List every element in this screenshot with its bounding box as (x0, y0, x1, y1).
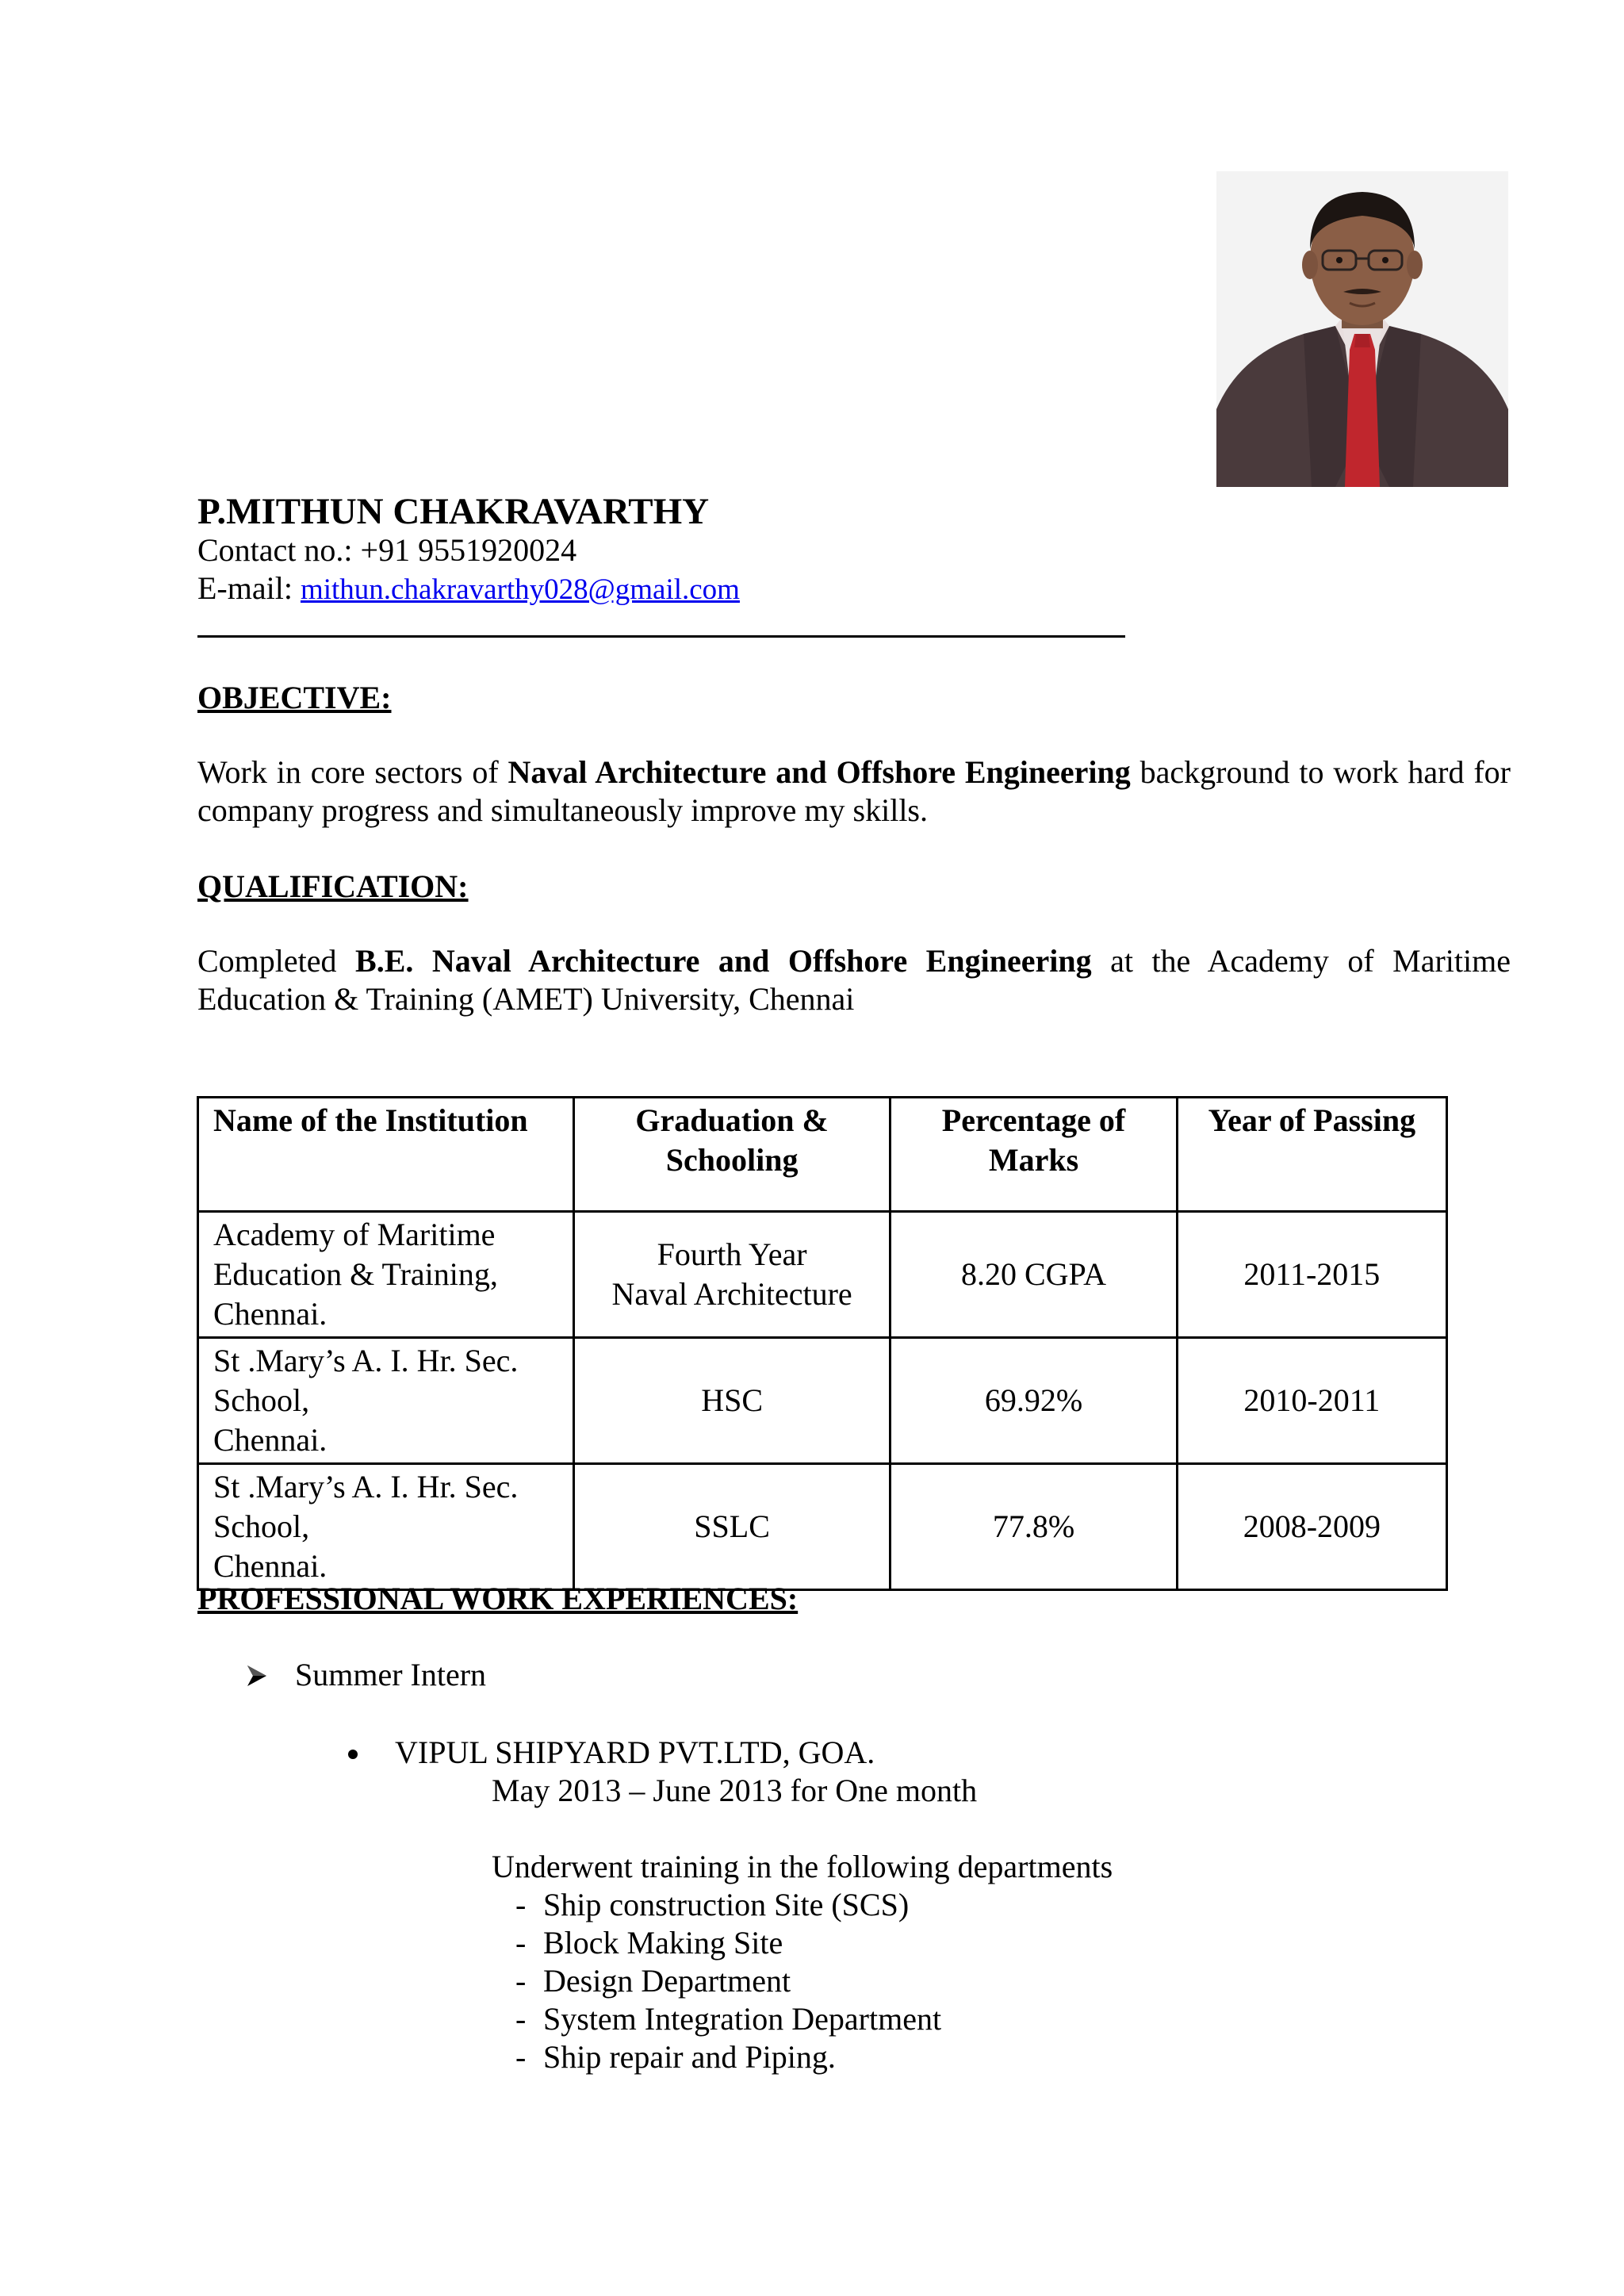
objective-heading: OBJECTIVE: (197, 680, 392, 715)
list-item: - Design Department (515, 1963, 791, 1999)
graduation-line: Fourth Year (657, 1236, 807, 1272)
objective-text-start: Work in core sectors of (197, 754, 508, 790)
qualification-text-end: at the Academy of Maritime Education & Training (AMET) University, Chennai (197, 943, 1511, 1017)
table-row (198, 1464, 1447, 1590)
company-bullet-item (347, 1734, 875, 1772)
round-bullet-icon (347, 1734, 395, 1772)
header-divider (197, 635, 1125, 638)
header-institution: Name of the Institution (198, 1098, 574, 1212)
table-header-row (198, 1098, 1447, 1212)
header-year: Year of Passing (1177, 1098, 1446, 1212)
department-name: Ship construction Site (SCS) (543, 1887, 910, 1922)
contact-line (197, 531, 576, 569)
header-percentage: Percentage of Marks (891, 1098, 1177, 1212)
department-name: Block Making Site (543, 1925, 783, 1961)
header-graduation: Graduation & Schooling (573, 1098, 890, 1212)
cell-year: 2008-2009 (1177, 1464, 1446, 1590)
list-item: - Ship construction Site (SCS) (515, 1887, 910, 1922)
email-label: E-mail: (197, 570, 301, 606)
contact-label: Contact no.: (197, 532, 361, 568)
experience-role: Summer Intern (295, 1657, 487, 1692)
institution-line: Education & Training, (213, 1256, 498, 1292)
email-line (197, 569, 740, 609)
profile-photo (1216, 171, 1508, 487)
arrowhead-bullet-icon (246, 1656, 295, 1694)
objective-text-end: background to work hard for company progress and simultaneously improve my skills. (197, 754, 1511, 828)
cell-institution (198, 1212, 574, 1338)
department-name: Ship repair and Piping. (543, 2039, 836, 2075)
cell-graduation: SSLC (573, 1464, 890, 1590)
department-name: System Integration Department (543, 2001, 942, 2037)
table-row (198, 1338, 1447, 1464)
cell-institution (198, 1338, 574, 1464)
contact-number: +91 9551920024 (360, 532, 577, 568)
institution-line: St .Mary’s A. I. Hr. Sec. (213, 1469, 519, 1504)
profile-photo-illustration (1216, 171, 1508, 487)
institution-line: School, (213, 1382, 310, 1418)
education-table (197, 1096, 1448, 1591)
qualification-text-start: Completed (197, 943, 356, 979)
cell-institution (198, 1464, 574, 1590)
institution-line: Chennai. (213, 1422, 327, 1458)
candidate-name: P.MITHUN CHAKRAVARTHY (197, 491, 710, 532)
list-item: - Block Making Site (515, 1925, 783, 1961)
department-list (515, 1886, 941, 2076)
experience-arrow-item (246, 1656, 486, 1694)
institution-line: Chennai. (213, 1296, 327, 1332)
department-name: Design Department (543, 1963, 791, 1999)
objective-text (197, 753, 1511, 830)
table-row (198, 1212, 1447, 1338)
experience-heading: PROFESSIONAL WORK EXPERIENCES: (197, 1581, 799, 1616)
qualification-text (197, 942, 1511, 1018)
cell-year: 2011-2015 (1177, 1212, 1446, 1338)
email-link[interactable]: mithun.chakravarthy028@gmail.com (300, 573, 740, 606)
cell-year: 2010-2011 (1177, 1338, 1446, 1464)
experience-duration: May 2013 – June 2013 for One month (492, 1773, 978, 1808)
institution-line: Academy of Maritime (213, 1217, 496, 1252)
training-intro: Underwent training in the following departments (492, 1849, 1113, 1884)
company-name: VIPUL SHIPYARD PVT.LTD, GOA. (395, 1734, 875, 1770)
qualification-text-bold: B.E. Naval Architecture and Offshore Engineering (355, 943, 1092, 979)
objective-text-bold: Naval Architecture and Offshore Engineering (508, 754, 1131, 790)
list-item: - System Integration Department (515, 2001, 942, 2037)
institution-line: School, (213, 1508, 310, 1544)
graduation-line: Naval Architecture (611, 1276, 852, 1312)
institution-line: Chennai. (213, 1548, 327, 1584)
cell-graduation: HSC (573, 1338, 890, 1464)
cell-percentage: 77.8% (891, 1464, 1177, 1590)
cell-percentage: 8.20 CGPA (891, 1212, 1177, 1338)
cell-graduation (573, 1212, 890, 1338)
qualification-heading: QUALIFICATION: (197, 868, 469, 904)
list-item: - Ship repair and Piping. (515, 2039, 836, 2075)
cell-percentage: 69.92% (891, 1338, 1177, 1464)
institution-line: St .Mary’s A. I. Hr. Sec. (213, 1343, 519, 1378)
